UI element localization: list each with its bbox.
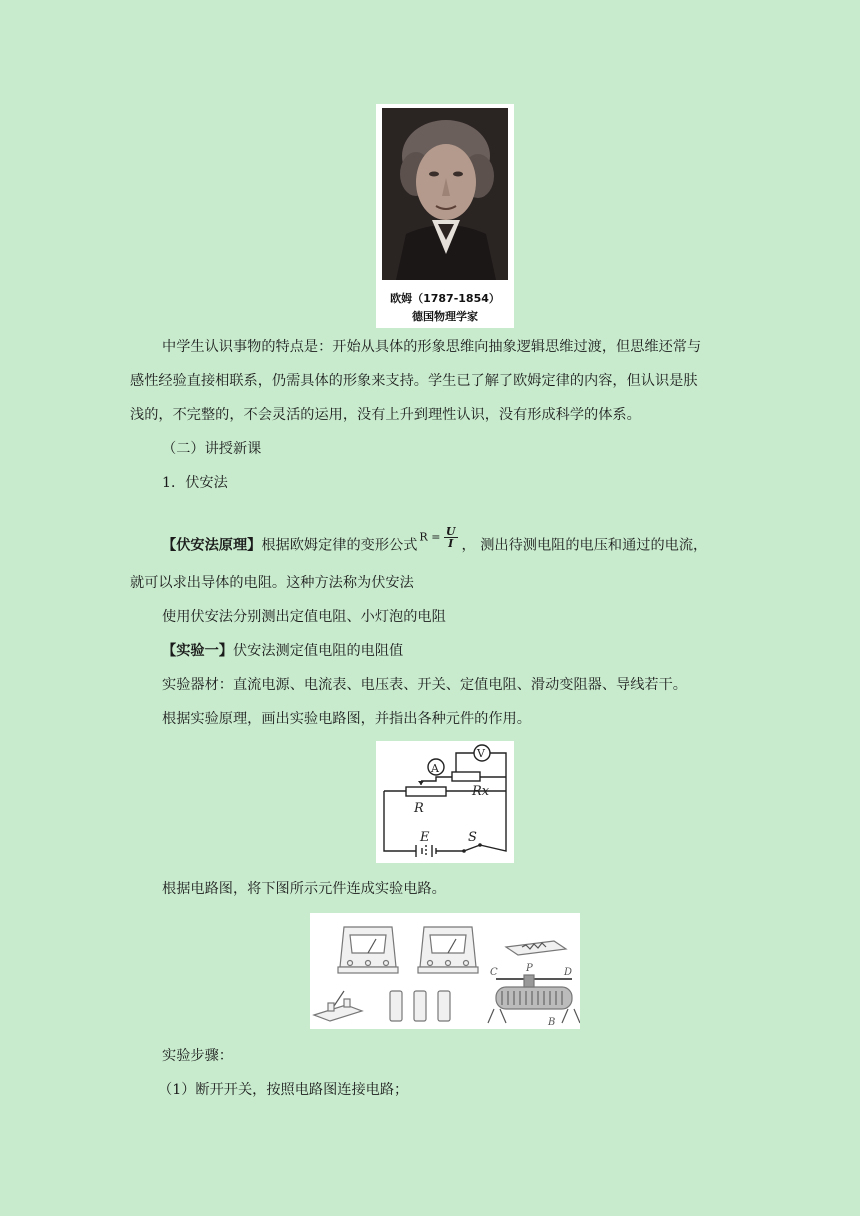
formula-fraction [444, 526, 458, 549]
switch-device [314, 991, 362, 1021]
paragraph-line: 使用伏安法分别测出定值电阻、小灯泡的电阻 [162, 609, 446, 625]
experiment-label: 【实验一】 [162, 643, 233, 659]
formula-numerator: U [445, 525, 456, 538]
principle-line [162, 525, 772, 557]
components-figure [310, 913, 580, 1029]
battery-cells [390, 991, 450, 1021]
rheostat-slider-p: P [526, 963, 533, 974]
battery-label: E [420, 830, 430, 845]
fixed-resistor-device [506, 941, 566, 955]
circuit-diagram [376, 741, 514, 863]
rheostat-label: R [414, 801, 424, 816]
principle-text-after: ， 测出待测电阻的电压和通过的电流， [461, 537, 708, 554]
formula-denominator: I [448, 537, 454, 550]
components-illustration [310, 913, 580, 1029]
step-item: （1）断开开关，按照电路图连接电路； [158, 1082, 409, 1098]
formula-lhs: R [419, 530, 428, 544]
rheostat-device [488, 975, 580, 1023]
voltmeter-label: V [477, 747, 485, 760]
principle-label: 【伏安法原理】 [162, 537, 262, 554]
switch-label: S [468, 830, 477, 845]
ammeter-device [338, 927, 398, 973]
resistor-symbol [452, 772, 480, 781]
ohm-portrait-figure [376, 104, 514, 328]
ammeter-label: A [431, 762, 439, 775]
experiment-title: 伏安法测定值电阻的电阻值 [232, 643, 404, 659]
portrait-caption-name: 欧姆（1787-1854） [390, 292, 500, 305]
resistor-label: Rx [472, 784, 490, 799]
principle-text: 根据欧姆定律的变形公式 [261, 537, 418, 554]
rheostat-symbol [406, 787, 446, 796]
paragraph-line: 就可以求出导体的电阻。这种方法称为伏安法 [130, 575, 414, 591]
circuit-diagram-svg [376, 741, 514, 863]
paragraph-line: 感性经验直接相联系，仍需具体的形象来支持。学生已了解了欧姆定律的内容，但认识是肤 [130, 373, 698, 389]
rheostat-terminal-d: D [564, 967, 573, 978]
paragraph-line: 根据电路图，将下图所示元件连成实验电路。 [162, 881, 446, 897]
item-heading: 1．伏安法 [162, 475, 228, 491]
rheostat-terminal-b: B [548, 1017, 556, 1028]
section-heading: （二）讲授新课 [162, 441, 262, 457]
portrait-caption-title: 德国物理学家 [412, 310, 478, 323]
experiment-heading [162, 640, 772, 662]
steps-heading: 实验步骤： [162, 1048, 233, 1064]
paragraph-line: 浅的，不完整的，不会灵活的运用，没有上升到理性认识，没有形成科学的体系。 [130, 407, 641, 423]
formula-equals: = [431, 530, 441, 544]
rheostat-terminal-c: C [490, 967, 498, 978]
voltmeter-device [418, 927, 478, 973]
paragraph-line: 中学生认识事物的特点是：开始从具体的形象思维向抽象逻辑思维过渡，但思维还常与 [162, 339, 702, 355]
equipment-line: 实验器材：直流电源、电流表、电压表、开关、定值电阻、滑动变阻器、导线若干。 [162, 677, 687, 693]
formula [419, 526, 457, 549]
paragraph-line: 根据实验原理，画出实验电路图，并指出各种元件的作用。 [162, 711, 531, 727]
